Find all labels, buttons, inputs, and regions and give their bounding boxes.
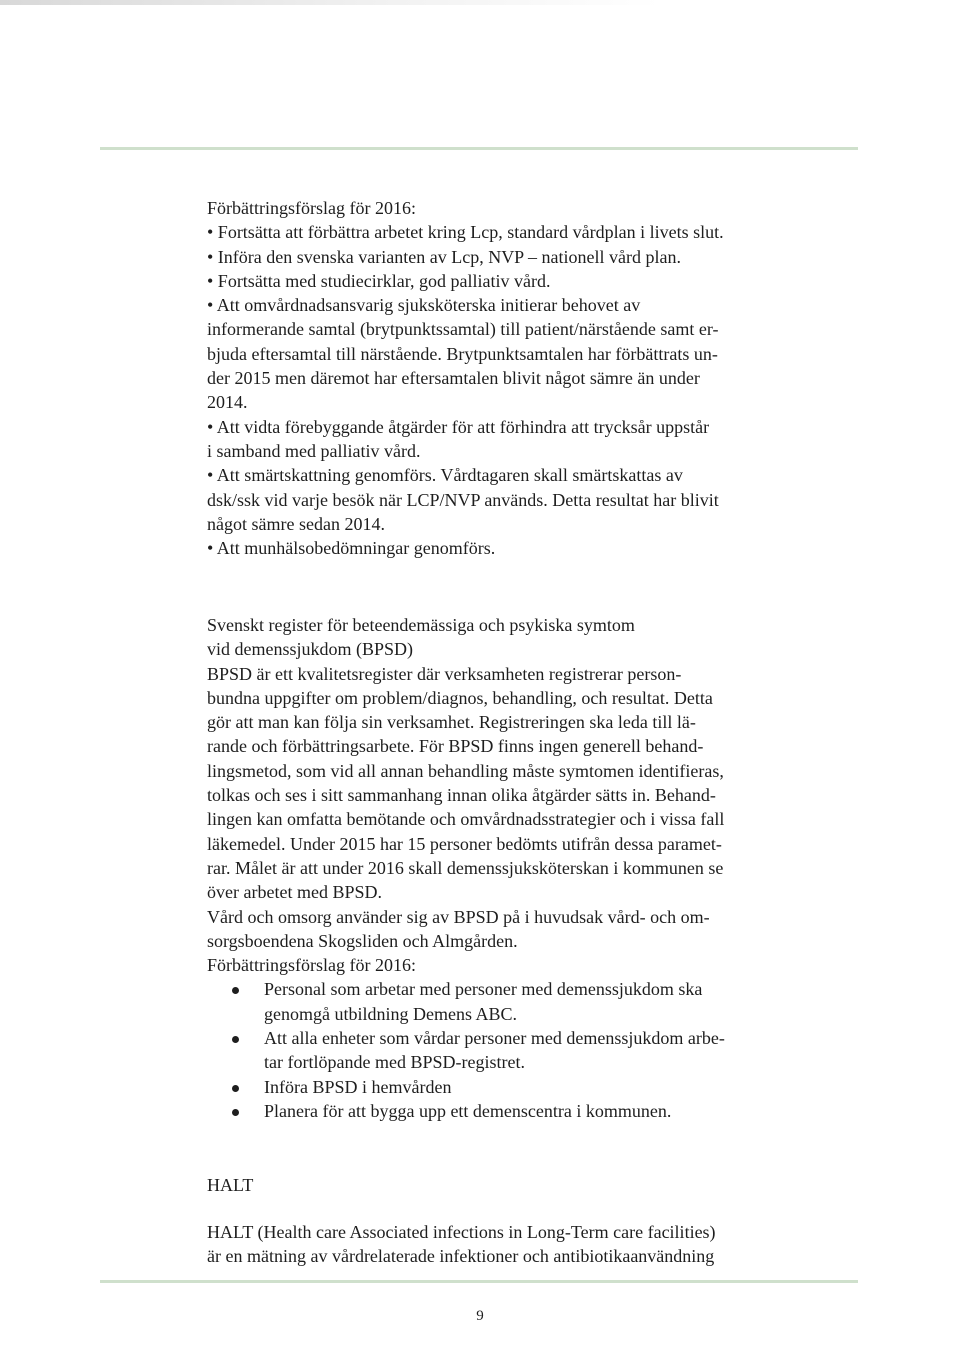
improvements-2016-section [207, 196, 767, 560]
text-line: lingsmetod, som vid all annan behandling måste symtomen identifieras, [207, 760, 724, 781]
text-line: bjuda eftersamtal till närstående. Brytpunktsamtalen har förbättrats un- [207, 343, 718, 364]
text-line: något sämre sedan 2014. [207, 513, 385, 534]
halt-section [207, 1220, 767, 1269]
bullet-dot-icon [232, 1036, 239, 1043]
title-line: vid demenssjukdom (BPSD) [207, 639, 414, 660]
halt-body [207, 1220, 767, 1269]
bullet-dot-icon [232, 1085, 239, 1092]
text-line: rande och förbättringsarbete. För BPSD finns ingen generell behand- [207, 736, 704, 757]
list-item [207, 1099, 767, 1123]
list-item [207, 1026, 767, 1075]
item-line: Personal som arbetar med personer med demenssjukdom ska [264, 979, 703, 1000]
text-line: rar. Målet är att under 2016 skall demenssjuksköterskan i kommunen se [207, 857, 724, 878]
bpsd-improvements-heading [207, 953, 767, 977]
text-line: bundna uppgifter om problem/diagnos, behandling, och resultat. Detta [207, 687, 713, 708]
header-rule [100, 147, 858, 150]
bpsd-improvements-list [207, 977, 767, 1123]
improvements-heading [207, 196, 767, 220]
text-line: • Fortsätta att förbättra arbetet kring Lcp, standard vårdplan i livets slut. [207, 222, 724, 243]
text-line: 2014. [207, 392, 248, 413]
text-line: dsk/ssk vid varje besök när LCP/NVP används. Detta resultat har blivit [207, 489, 719, 510]
halt-title-block [207, 1173, 767, 1197]
title-line: HALT [207, 1175, 254, 1195]
text-line: HALT (Health care Associated infections in Long-Term care facilities) [207, 1222, 716, 1242]
text-line: läkemedel. Under 2015 har 15 personer bedömts utifrån dessa paramet- [207, 833, 722, 854]
text-line: sorgsboendena Skogsliden och Almgården. [207, 930, 518, 951]
text-line: • Att omvårdnadsansvarig sjuksköterska initierar behovet av [207, 295, 641, 316]
page-number: 9 [476, 1308, 484, 1324]
text-line: der 2015 men däremot har eftersamtalen blivit något sämre än under [207, 368, 700, 389]
item-line: Införa BPSD i hemvården [264, 1076, 452, 1097]
text-line: gör att man kan följa sin verksamhet. Registreringen ska leda till lä- [207, 712, 696, 733]
heading-line: Förbättringsförslag för 2016: [207, 198, 416, 218]
scan-edge [0, 0, 660, 5]
text-line: Vård och omsorg använder sig av BPSD på i huvudsak vård- och om- [207, 906, 710, 927]
bullet-dot-icon [232, 987, 239, 994]
text-line: • Införa den svenska varianten av Lcp, NVP – nationell vård plan. [207, 246, 681, 267]
text-line: informerande samtal (brytpunktssamtal) till patient/närstående samt er- [207, 319, 719, 340]
bullet-dot-icon [232, 1109, 239, 1116]
improvements-text [207, 220, 767, 560]
heading-line: Förbättringsförslag för 2016: [207, 955, 416, 976]
bpsd-title [207, 613, 767, 662]
text-line: BPSD är ett kvalitetsregister där verksamheten registrerar person- [207, 663, 682, 684]
item-line: tar fortlöpande med BPSD-registret. [264, 1052, 525, 1073]
title-line: Svenskt register för beteendemässiga och psykiska symtom [207, 615, 635, 635]
bpsd-body [207, 662, 767, 954]
list-item [207, 977, 767, 1026]
halt-title [207, 1173, 767, 1197]
text-line: • Att munhälsobedömningar genomförs. [207, 538, 496, 559]
item-line: genomgå utbildning Demens ABC. [264, 1003, 517, 1024]
list-item [207, 1075, 767, 1099]
text-line: • Att vidta förebyggande åtgärder för att förhindra att trycksår uppstår [207, 416, 710, 437]
item-line: Att alla enheter som vårdar personer med demenssjukdom arbe- [264, 1028, 725, 1049]
text-line: över arbetet med BPSD. [207, 882, 382, 903]
item-line: Planera för att bygga upp ett demenscentra i kommunen. [264, 1100, 672, 1121]
text-line: är en mätning av vårdrelaterade infektioner och antibiotikaanvändning [207, 1246, 715, 1267]
text-line: lingen kan omfatta bemötande och omvårdnadsstrategier och i vissa fall [207, 809, 725, 830]
bpsd-section [207, 613, 767, 1123]
text-line: i samband med palliativ vård. [207, 440, 421, 461]
text-line: tolkas och ses i sitt sammanhang innan olika åtgärder sätts in. Behand- [207, 785, 716, 806]
footer-rule [100, 1280, 858, 1283]
text-line: • Att smärtskattning genomförs. Vårdtagaren skall smärtskattas av [207, 465, 683, 486]
text-line: • Fortsätta med studiecirklar, god palliativ vård. [207, 270, 551, 291]
